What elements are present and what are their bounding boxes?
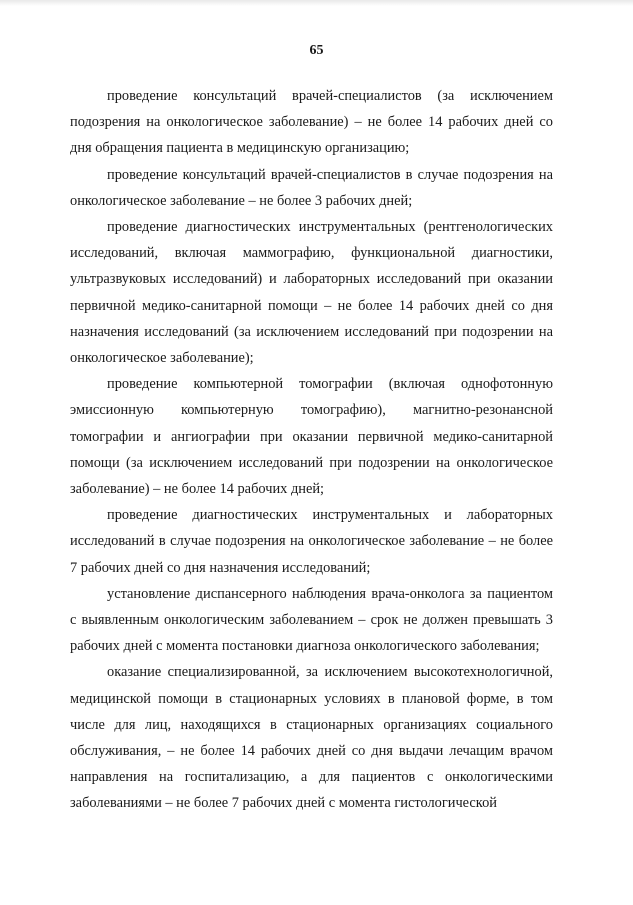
paragraph-specialized-care: оказание специализированной, за исключением высокотехнологичной, медицинской помощи в стационарных условиях в плановой форме, в том числе для лиц, находящихся в стационарных организациях социального обслуживания, – не более 14 рабочих дней со дня выдачи лечащим врачом направления на госпитализацию, а для пациентов с онкологическими заболеваниями – не более 7 рабочих дней с момента гистологической	[70, 664, 553, 812]
scan-top-edge	[0, 0, 633, 6]
page-number: 65	[309, 43, 324, 58]
paragraph-diagnostic-studies: проведение диагностических инструментальных (рентгенологических исследований, включая маммографию, функциональной диагностики, ультразвуковых исследований) и лабораторных исследований при оказании первичной медико-санитарной помощи – не более 14 рабочих дней со дня назначения исследований (за исключением исследований при подозрении на онкологическое заболевание);	[70, 219, 553, 367]
paragraph-oncology-consultations: проведение консультаций врачей-специалистов в случае подозрения на онкологическое заболевание – не более 3 рабочих дней;	[70, 166, 553, 209]
paragraph-oncology-diagnostics: проведение диагностических инструментальных и лабораторных исследований в случае подозрения на онкологическое заболевание – не более 7 рабочих дней со дня назначения исследований;	[70, 507, 553, 576]
document-body	[70, 83, 553, 817]
paragraph-dispensary-observation: установление диспансерного наблюдения врача-онколога за пациентом с выявленным онкологическим заболеванием – срок не должен превышать 3 рабочих дней с момента постановки диагноза онкологического заболевания;	[70, 585, 553, 655]
paragraph-ct-mri-angiography: проведение компьютерной томографии (включая однофотонную эмиссионную компьютерную томографию), магнитно-резонансной томографии и ангиографии при оказании первичной медико-санитарной помощи (за исключением исследований при подозрении на онкологическое заболевание) – не более 14 рабочих дней;	[70, 376, 553, 498]
paragraph-specialist-consultations: проведение консультаций врачей-специалистов (за исключением подозрения на онкологическое заболевание) – не более 14 рабочих дней со дня обращения пациента в медицинскую организацию;	[70, 88, 553, 157]
